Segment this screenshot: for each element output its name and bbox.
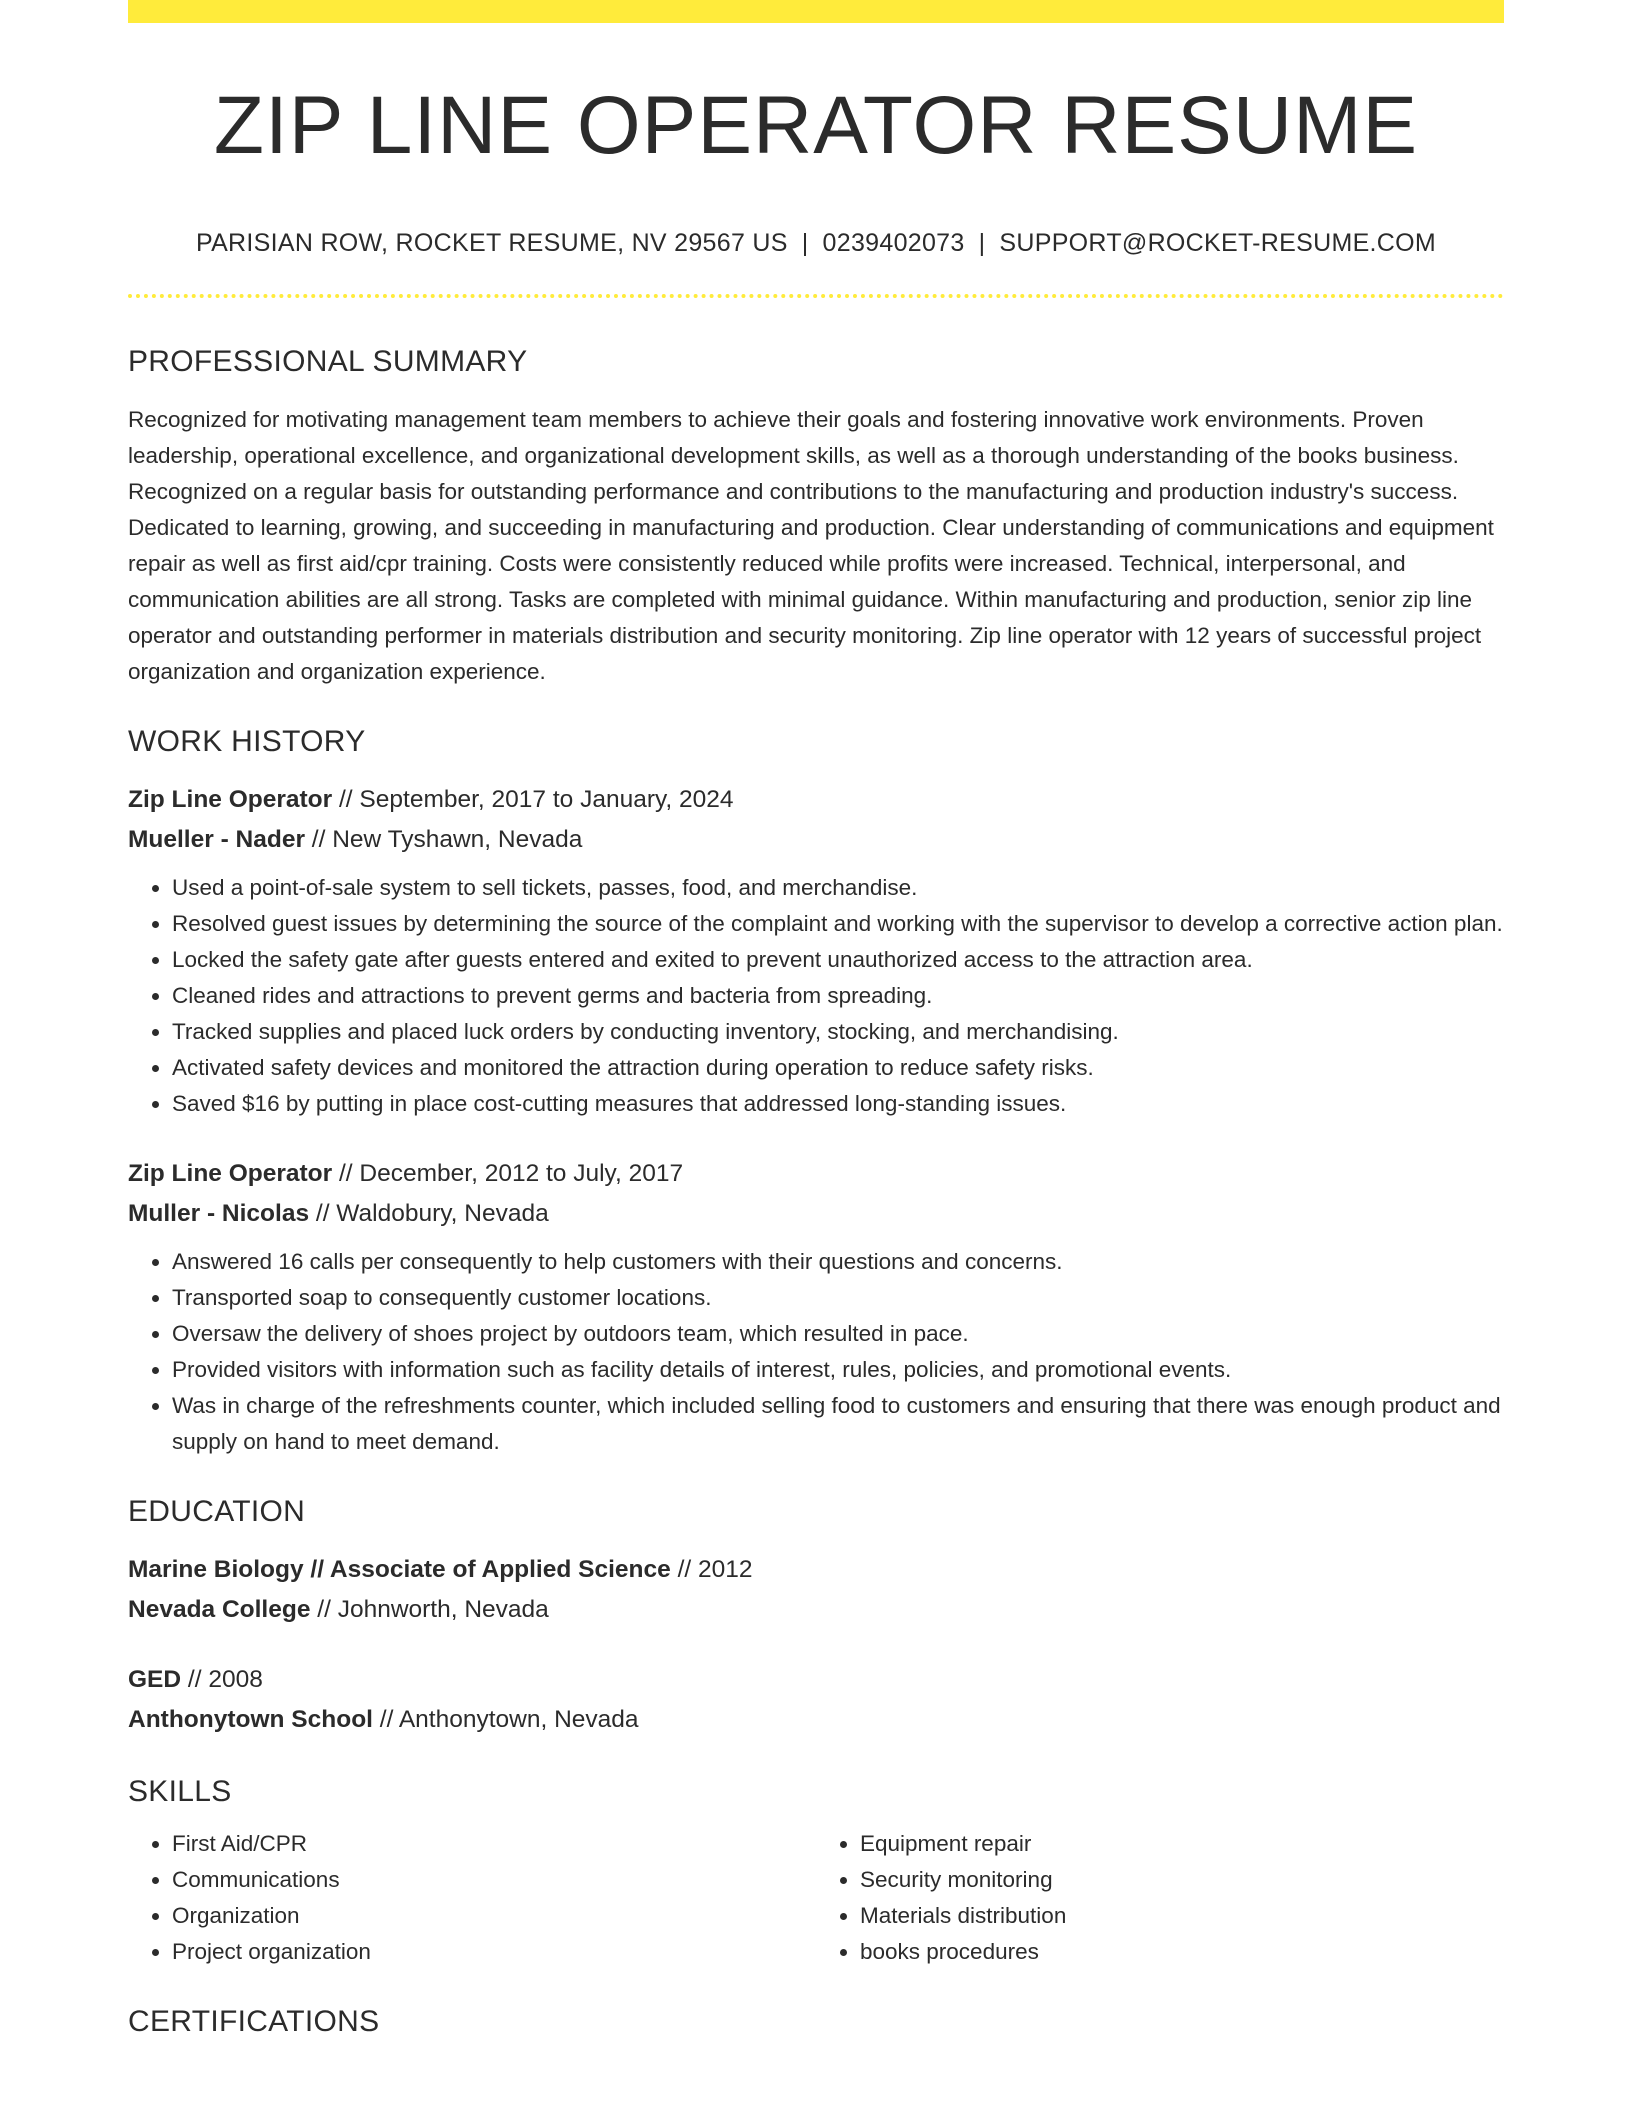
education-school-line <box>128 1590 1504 1630</box>
skills-grid <box>128 1826 1504 1970</box>
list-item: • Project organization <box>172 1934 816 1970</box>
contact-line <box>128 229 1504 258</box>
summary-heading: PROFESSIONAL SUMMARY <box>128 345 528 379</box>
education-year: // 2008 <box>181 1666 263 1694</box>
list-item: • Provided visitors with information such as facility details of interest, rules, policies, and promotional events. <box>172 1352 1504 1388</box>
job-entry <box>128 1154 1504 1460</box>
list-item: • Locked the safety gate after guests entered and exited to prevent unauthorized access to the attraction area. <box>172 942 1504 978</box>
resume-title: ZIP LINE OPERATOR RESUME <box>213 80 1419 171</box>
list-item: • Was in charge of the refreshments counter, which included selling food to customers and ensuring that there was enough product and supply on hand to meet demand. <box>172 1388 1504 1460</box>
list-item: • Tracked supplies and placed luck orders by conducting inventory, stocking, and merchandising. <box>172 1014 1504 1050</box>
contact-phone: 0239402073 <box>822 229 965 258</box>
job-title-line <box>128 780 1504 820</box>
list-item: • Used a point-of-sale system to sell tickets, passes, food, and merchandise. <box>172 870 1504 906</box>
contact-address: PARISIAN ROW, ROCKET RESUME, NV 29567 US <box>195 229 788 258</box>
list-item: • Transported soap to consequently customer locations. <box>172 1280 1504 1316</box>
education-heading: EDUCATION <box>128 1495 306 1529</box>
list-item: • Communications <box>172 1862 816 1898</box>
education-degree: GED <box>128 1666 182 1694</box>
education-year: // 2012 <box>670 1556 753 1584</box>
list-item: • Oversaw the delivery of shoes project by outdoors team, which resulted in pace. <box>172 1316 1504 1352</box>
list-item: • Equipment repair <box>860 1826 1504 1862</box>
job-location: // New Tyshawn, Nevada <box>305 826 583 854</box>
summary-text: Recognized for motivating management team members to achieve their goals and fostering innovative work environments. Proven leadership, operational excellence, and organizational development skills, as well as a thorough understanding of the books business. Recognized on a regular basis for outstanding performance and contributions to the manufacturing and production industry's success. Dedicated to learning, growing, and succeeding in manufacturing and production. Clear understanding of communications and equipment repair as well as first aid/cpr training. Costs were consistently reduced while profits were increased. Technical, interpersonal, and communication abilities are all strong. Tasks are completed with minimal guidance. Within manufacturing and production, senior zip line operator and outstanding performer in materials distribution and security monitoring. Zip line operator with 12 years of successful project organization and organization experience. <box>128 407 1494 685</box>
education-school: Nevada College <box>128 1596 311 1624</box>
contact-email: SUPPORT@ROCKET-RESUME.COM <box>999 229 1437 258</box>
job-company: Mueller - Nader <box>128 826 305 854</box>
education-degree: Marine Biology // Associate of Applied Science <box>128 1556 671 1584</box>
job-location: // Waldobury, Nevada <box>309 1200 549 1228</box>
job-dates: // December, 2012 to July, 2017 <box>332 1160 684 1188</box>
list-item: • Security monitoring <box>860 1862 1504 1898</box>
job-title: Zip Line Operator <box>128 1160 333 1188</box>
list-item: • Saved $16 by putting in place cost-cutting measures that addressed long-standing issues. <box>172 1086 1504 1122</box>
list-item: • Organization <box>172 1898 816 1934</box>
list-item: • Resolved guest issues by determining the source of the complaint and working with the supervisor to develop a corrective action plan. <box>172 906 1504 942</box>
certifications-heading: CERTIFICATIONS <box>128 2005 380 2039</box>
skills-heading: SKILLS <box>128 1775 232 1809</box>
job-company-line <box>128 1194 1504 1234</box>
work-history-heading: WORK HISTORY <box>128 725 366 759</box>
job-bullets <box>128 870 1504 1122</box>
list-item: • books procedures <box>860 1934 1504 1970</box>
accent-top-bar <box>128 0 1504 23</box>
education-location: // Johnworth, Nevada <box>310 1596 549 1624</box>
list-item: • Answered 16 calls per consequently to help customers with their questions and concerns. <box>172 1244 1504 1280</box>
contact-separator: | <box>801 229 809 258</box>
job-title-line <box>128 1154 1504 1194</box>
resume-page <box>128 0 1504 2040</box>
contact-separator: | <box>978 229 986 258</box>
job-entry <box>128 780 1504 1122</box>
education-location: // Anthonytown, Nevada <box>372 1706 639 1734</box>
skills-column-right <box>816 1826 1504 1970</box>
list-item: • Cleaned rides and attractions to prevent germs and bacteria from spreading. <box>172 978 1504 1014</box>
education-degree-line <box>128 1660 1504 1700</box>
skills-column-left <box>128 1826 816 1970</box>
list-item: • First Aid/CPR <box>172 1826 816 1862</box>
job-company: Muller - Nicolas <box>128 1200 310 1228</box>
education-entry <box>128 1660 1504 1740</box>
list-item: • Activated safety devices and monitored the attraction during operation to reduce safety risks. <box>172 1050 1504 1086</box>
education-school-line <box>128 1700 1504 1740</box>
job-title: Zip Line Operator <box>128 786 333 814</box>
list-item: • Materials distribution <box>860 1898 1504 1934</box>
education-degree-line <box>128 1550 1504 1590</box>
job-dates: // September, 2017 to January, 2024 <box>332 786 734 814</box>
job-bullets <box>128 1244 1504 1460</box>
dotted-divider <box>128 294 1504 298</box>
education-entry <box>128 1550 1504 1630</box>
education-school: Anthonytown School <box>128 1706 373 1734</box>
job-company-line <box>128 820 1504 860</box>
